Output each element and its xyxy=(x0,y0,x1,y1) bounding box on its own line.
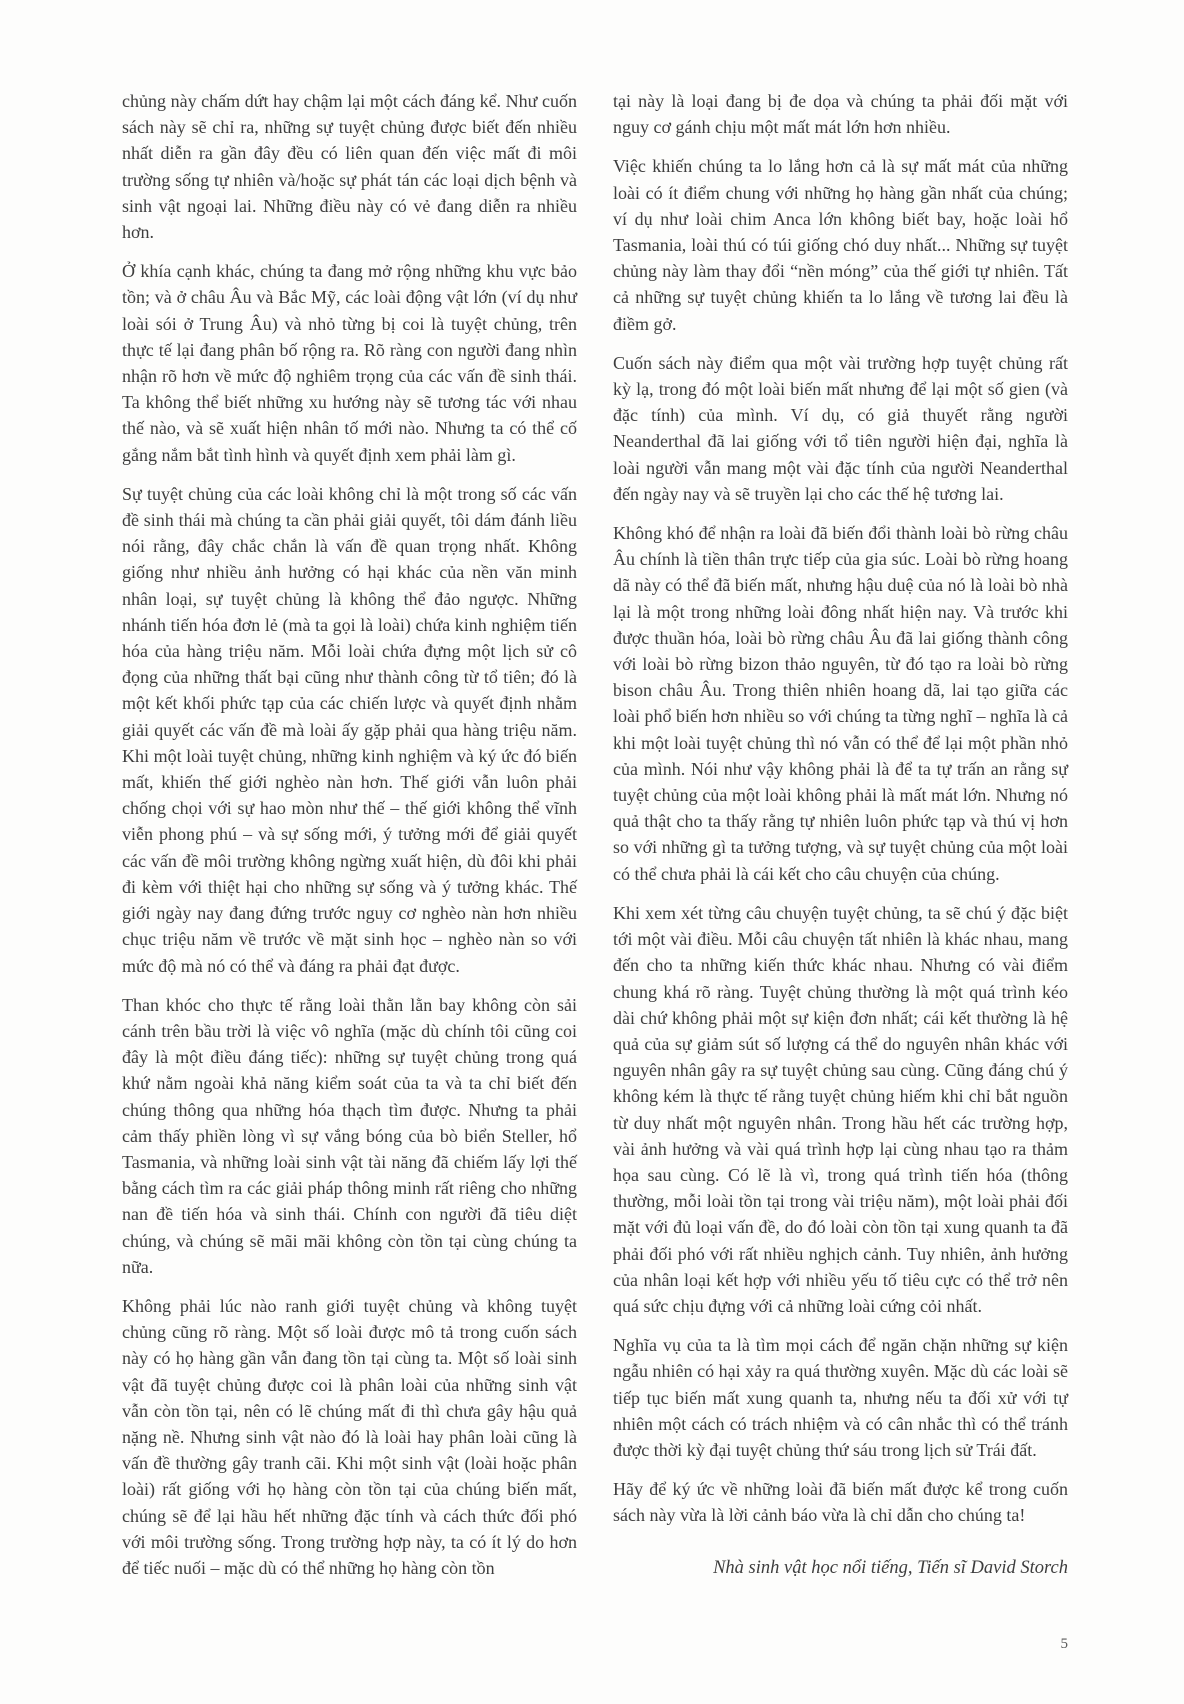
paragraph: Sự tuyệt chủng của các loài không chỉ là một trong số các vấn đề sinh thái mà chúng ta cần phải giải quyết, tôi dám đánh liều nói rằng, đây chắc chắn là vấn đề quan trọng nhất. Không giống như nhiều ảnh hưởng có hại khác của nền văn minh nhân loại, sự tuyệt chủng là không thể đảo ngược. Những nhánh tiến hóa đơn lẻ (mà ta gọi là loài) chứa kinh nghiệm tiến hóa của hàng triệu năm. Mỗi loài chứa đựng một lịch sử cô đọng của những thất bại cũng như thành công từ tổ tiên; đó là một kết khối phức tạp của các chiến lược và quyết định nhằm giải quyết các vấn đề mà loài ấy gặp phải qua hàng triệu năm. Khi một loài tuyệt chủng, những kinh nghiệm và ký ức đó biến mất, khiến thế giới nghèo nàn hơn. Thế giới vẫn luôn phải chống chọi với sự hao mòn như thế – thế giới không thể vĩnh viễn phong phú – và sự sống mới, ý tưởng mới để giải quyết các vấn đề môi trường không ngừng xuất hiện, dù đôi khi phải đi kèm với thiệt hại cho những sự sống và ý tưởng khác. Thế giới ngày nay đang đứng trước nguy cơ nghèo nàn hơn nhiều chục triệu năm về trước về mặt sinh học – nghèo nàn so với mức độ mà nó có thể và đáng ra phải đạt được. xyxy=(122,483,577,976)
page-number: 5 xyxy=(1060,1636,1068,1652)
paragraph: Nghĩa vụ của ta là tìm mọi cách để ngăn chặn những sự kiện ngẫu nhiên có hại xảy ra quá thường xuyên. Mặc dù các loài sẽ tiếp tục biến mất xung quanh ta, nhưng nếu ta đối xử với tự nhiên một cách có trách nhiệm và có cân nhắc thì có thể tránh được thời kỳ đại tuyệt chủng thứ sáu trong lịch sử Trái đất. xyxy=(613,1335,1068,1460)
paragraph: Ở khía cạnh khác, chúng ta đang mở rộng những khu vực bảo tồn; và ở châu Âu và Bắc Mỹ, các loài động vật lớn (ví dụ như loài sói ở Trung Âu) và nhỏ từng bị coi là tuyệt chủng, trên thực tế lại đang phân bố rộng ra. Rõ ràng con người đang nhìn nhận rõ hơn về mức độ nghiêm trọng của các vấn đề sinh thái. Ta không thể biết những xu hướng này sẽ tương tác với nhau thế nào, và sẽ xuất hiện nhân tố mới nào. Nhưng ta có thể cố gắng nắm bắt tình hình và quyết định xem phải làm gì. xyxy=(122,261,577,465)
paragraph: Không phải lúc nào ranh giới tuyệt chủng và không tuyệt chủng cũng rõ ràng. Một số loài được mô tả trong cuốn sách này có họ hàng gần vẫn đang tồn tại cùng ta. Một số loài sinh vật đã tuyệt chủng được coi là phân loài của những sinh vật vẫn còn tồn tại, nên có lẽ chúng mất đi thì chưa gây hậu quả nặng nề. Nhưng sinh vật nào đó là loài hay phân loài cũng là vấn đề thường gây tranh cãi. Khi một sinh vật (loài hoặc phân loài) rất giống với họ hàng còn tồn tại của chúng biến mất, chúng sẽ để lại hầu hết những đặc tính và cách thức đối phó với môi trường sống. Trong trường hợp này, ta có ít lý do hơn để tiếc nuối – mặc dù có thể những họ hàng còn tồn xyxy=(122,1295,577,1578)
paragraph: Hãy để ký ức về những loài đã biến mất được kể trong cuốn sách này vừa là lời cảnh báo vừa là chỉ dẫn cho chúng ta! xyxy=(613,1479,1068,1526)
right-column xyxy=(613,88,1068,1594)
paragraph: Than khóc cho thực tế rằng loài thằn lằn bay không còn sải cánh trên bầu trời là việc vô nghĩa (mặc dù chính tôi cũng coi đây là một điều đáng tiếc): những sự tuyệt chủng trong quá khứ nằm ngoài khả năng kiểm soát của ta và ta chỉ biết đến chúng thông qua những hóa thạch tìm được. Nhưng ta phải cảm thấy phiền lòng vì sự vắng bóng của bò biển Steller, hổ Tasmania, và những loài sinh vật tài năng đã chiếm lấy lợi thế bằng cách tìm ra các giải pháp thông minh rất riêng cho những nan đề tiến hóa và sinh thái. Chính con người đã tiêu diệt chúng, và chúng sẽ mãi mãi không còn tồn tại cùng chúng ta nữa. xyxy=(122,994,577,1277)
left-column xyxy=(122,88,577,1594)
paragraph: tại này là loại đang bị đe dọa và chúng ta phải đối mặt với nguy cơ gánh chịu một mất mát lớn hơn nhiều. xyxy=(613,91,1068,138)
paragraph: Cuốn sách này điểm qua một vài trường hợp tuyệt chủng rất kỳ lạ, trong đó một loài biến mất nhưng để lại một số gien (và đặc tính) của mình. Ví dụ, có giả thuyết rằng người Neanderthal đã lai giống với tổ tiên người hiện đại, nghĩa là loài người vẫn mang một vài đặc tính của người Neanderthal đến ngày nay và sẽ truyền lại cho các thế hệ tương lai. xyxy=(613,352,1068,504)
text-columns xyxy=(122,88,1068,1594)
paragraph: Khi xem xét từng câu chuyện tuyệt chủng, ta sẽ chú ý đặc biệt tới một vài điều. Mỗi câu chuyện tất nhiên là khác nhau, mang đến cho ta những kiến thức khác nhau. Nhưng có vài điểm chung khá rõ ràng. Tuyệt chủng thường là một quá trình kéo dài chứ không phải một sự kiện đơn nhất; cái kết thường là hệ quả của sự giảm sút số lượng cá thể do nguyên nhân khác với nguyên nhân gây ra sự tuyệt chủng sau cùng. Cũng đáng chú ý không kém là thực tế rằng tuyệt chủng hiếm khi chỉ bắt nguồn từ duy nhất một nguyên nhân. Trong hầu hết các trường hợp, vài ảnh hưởng và vài quá trình hợp lại cùng nhau tạo ra thảm họa sau cùng. Có lẽ là vì, trong quá trình tiến hóa (thông thường, mỗi loài tồn tại trong vài triệu năm), một loài phải đối mặt với đủ loại vấn đề, do đó loài còn tồn tại xung quanh ta đã phải đối phó với rất nhiều nghịch cảnh. Tuy nhiên, ảnh hưởng của nhân loại kết hợp với nhiều yếu tố tiêu cực có thể trở nên quá sức chịu đựng với cả những loài cứng cỏi nhất. xyxy=(613,902,1068,1316)
author-signature: Nhà sinh vật học nổi tiếng, Tiến sĩ David Storch xyxy=(713,1557,1068,1578)
paragraph: chủng này chấm dứt hay chậm lại một cách đáng kể. Như cuốn sách này sẽ chỉ ra, những sự tuyệt chủng được biết đến nhiều nhất diễn ra gần đây đều có liên quan đến việc mất đi môi trường sống tự nhiên và/hoặc sự phát tán các loại dịch bệnh và sinh vật ngoại lai. Những điều này có vẻ đang diễn ra nhiều hơn. xyxy=(122,91,577,243)
paragraph: Không khó để nhận ra loài đã biến đổi thành loài bò rừng châu Âu chính là tiền thân trực tiếp của gia súc. Loài bò rừng hoang dã này có thể đã biến mất, nhưng hậu duệ của nó là loài bò nhà lại là một trong những loài đông nhất hiện nay. Và trước khi được thuần hóa, loài bò rừng châu Âu đã lai giống thành công với loài bò rừng bizon thảo nguyên, từ đó tạo ra loài bò rừng bison châu Âu. Trong thiên nhiên hoang dã, lai tạo giữa các loài phổ biến hơn nhiều so với chúng ta từng nghĩ – nghĩa là cả khi một loài tuyệt chủng thì nó vẫn có thể để lại một phần nhỏ của mình. Nói như vậy không phải là để ta tự trấn an rằng sự tuyệt chủng của một loài không phải là mất mát lớn. Nhưng nó quả thật cho ta thấy rằng tự nhiên luôn phức tạp và thú vị hơn so với những gì ta tưởng tượng, và sự tuyệt chủng của một loài có thể chưa phải là cái kết cho câu chuyện của chúng. xyxy=(613,523,1068,884)
paragraph: Việc khiến chúng ta lo lắng hơn cả là sự mất mát của những loài có ít điểm chung với những họ hàng gần nhất của chúng; ví dụ như loài chim Anca lớn không biết bay, hoặc loài hổ Tasmania, loài thú có túi giống chó duy nhất... Những sự tuyệt chủng này làm thay đổi “nền móng” của thế giới tự nhiên. Tất cả những sự tuyệt chủng khiến ta lo lắng về tương lai đều là điềm gở. xyxy=(613,156,1068,334)
